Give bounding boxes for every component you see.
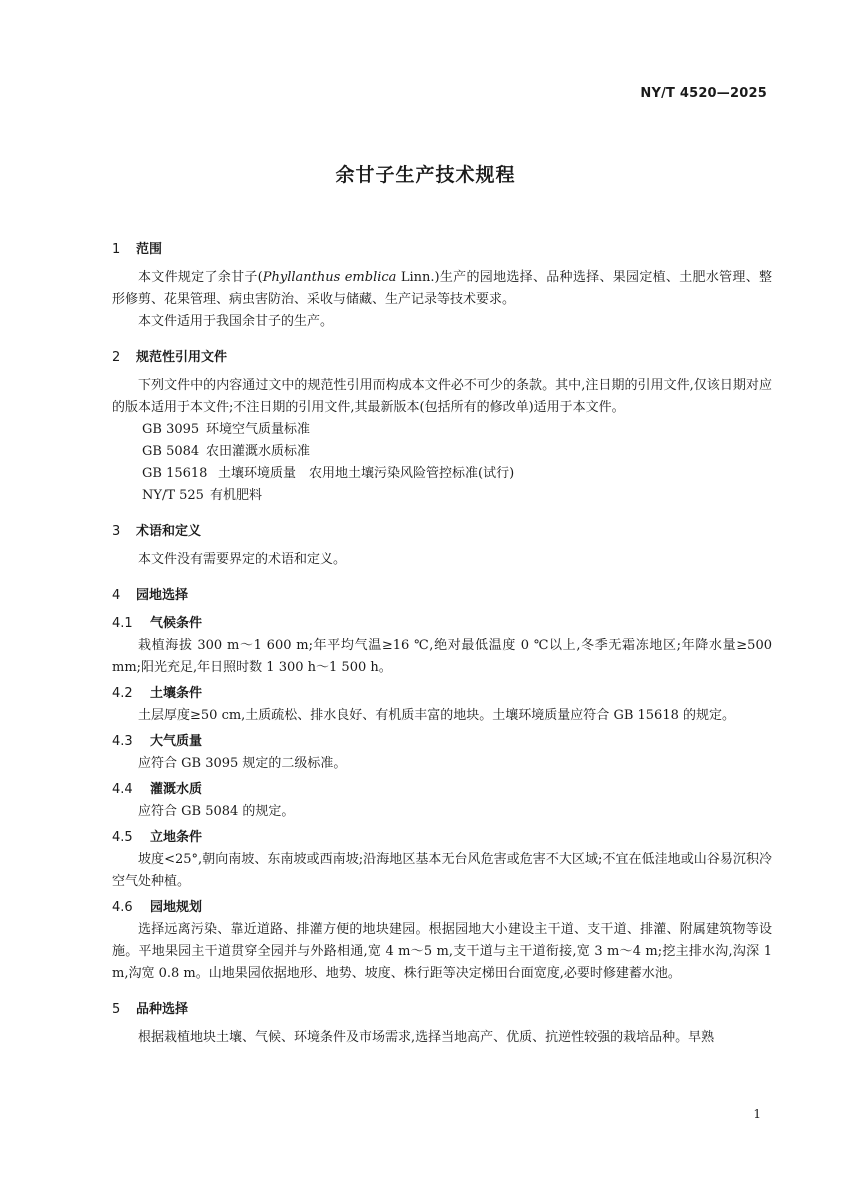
reference-item	[112, 485, 772, 507]
reference-item	[112, 419, 772, 441]
paragraph: 本文件没有需要界定的术语和定义。	[138, 552, 347, 567]
subsection-title: 土壤条件	[150, 686, 203, 701]
section-number: 4	[112, 588, 121, 603]
text-run: Linn.)生产的园地选择、品种选择、果园定植、土肥水管理、整形修剪、花果管理、病虫害防治、采收与储藏、生产记录等技术要求。	[112, 270, 773, 307]
subsection-number: 4.2	[112, 686, 133, 701]
paragraph: 本文件适用于我国余甘子的生产。	[138, 314, 334, 329]
reference-name: 农田灌溉水质标准	[206, 444, 311, 459]
section-title: 园地选择	[136, 588, 189, 603]
paragraph: 根据栽植地块土壤、气候、环境条件及市场需求,选择当地高产、优质、抗逆性较强的栽培品种。早熟	[138, 1030, 715, 1045]
page-number: 1	[753, 1107, 761, 1121]
subsection-number: 4.3	[112, 734, 133, 749]
standard-code: NY/T 4520—2025	[640, 86, 767, 101]
subsection-number: 4.6	[112, 900, 133, 915]
section-title: 术语和定义	[136, 524, 202, 539]
reference-item	[112, 463, 772, 485]
section-number: 5	[112, 1002, 121, 1017]
subsection-heading	[112, 897, 772, 919]
section-number: 3	[112, 524, 121, 539]
section-2-heading	[112, 347, 772, 369]
latin-name: Phyllanthus emblica	[262, 270, 397, 285]
paragraph: 土层厚度≥50 cm,土质疏松、排水良好、有机质丰富的地块。土壤环境质量应符合 GB 15618 的规定。	[138, 708, 735, 723]
paragraph	[112, 267, 772, 311]
reference-name: 土壤环境质量 农用地土壤污染风险管控标准(试行)	[218, 466, 515, 481]
subsection-number: 4.4	[112, 782, 133, 797]
section-3-heading	[112, 521, 772, 543]
subsection-heading	[112, 683, 772, 705]
subsection-heading	[112, 779, 772, 801]
reference-name: 环境空气质量标准	[206, 422, 311, 437]
section-title: 品种选择	[136, 1002, 189, 1017]
subsection-title: 灌溉水质	[150, 782, 203, 797]
subsection-heading	[112, 731, 772, 753]
paragraph: 下列文件中的内容通过文中的规范性引用而构成本文件必不可少的条款。其中,注日期的引用文件,仅该日期对应的版本适用于本文件;不注日期的引用文件,其最新版本(包括所有的修改单)适用于本文件。	[112, 378, 772, 415]
section-number: 2	[112, 350, 121, 365]
section-title: 规范性引用文件	[136, 350, 228, 365]
subsection-title: 立地条件	[150, 830, 203, 845]
reference-name: 有机肥料	[210, 488, 263, 503]
section-4-heading	[112, 585, 772, 607]
text-run: 本文件规定了余甘子(	[138, 270, 263, 285]
document-body	[112, 225, 772, 1049]
paragraph: 应符合 GB 3095 规定的二级标准。	[138, 756, 347, 771]
paragraph: 应符合 GB 5084 的规定。	[138, 804, 295, 819]
section-5-heading	[112, 999, 772, 1021]
section-title: 范围	[136, 242, 163, 257]
reference-item	[112, 441, 772, 463]
reference-code: NY/T 525	[142, 488, 204, 503]
subsection-heading	[112, 827, 772, 849]
document-title: 余甘子生产技术规程	[335, 164, 516, 186]
reference-code: GB 5084	[142, 444, 200, 459]
subsection-number: 4.5	[112, 830, 133, 845]
subsection-number: 4.1	[112, 616, 133, 631]
paragraph: 栽植海拔 300 m～1 600 m;年平均气温≥16 ℃,绝对最低温度 0 ℃以上,冬季无霜冻地区;年降水量≥500 mm;阳光充足,年日照时数 1 300 h～1 500 h。	[112, 638, 772, 675]
section-number: 1	[112, 242, 121, 257]
section-1-heading	[112, 239, 772, 261]
reference-code: GB 3095	[142, 422, 200, 437]
reference-code: GB 15618	[142, 466, 208, 481]
subsection-title: 园地规划	[150, 900, 203, 915]
paragraph: 坡度<25°,朝向南坡、东南坡或西南坡;沿海地区基本无台风危害或危害不大区域;不宜在低洼地或山谷易沉积冷空气处种植。	[112, 852, 772, 889]
subsection-heading	[112, 613, 772, 635]
subsection-title: 气候条件	[150, 616, 203, 631]
subsection-title: 大气质量	[150, 734, 203, 749]
paragraph: 选择远离污染、靠近道路、排灌方便的地块建园。根据园地大小建设主干道、支干道、排灌、附属建筑物等设施。平地果园主干道贯穿全园并与外路相通,宽 4 m～5 m,支干道与主干道衔接,宽 3 m～4 m;挖主排水沟,沟深 1 m,沟宽 0.8 m。山地果园依据地形、地势、坡度、株行距等决定梯田台面宽度,必要时修建蓄水池。	[112, 922, 772, 981]
